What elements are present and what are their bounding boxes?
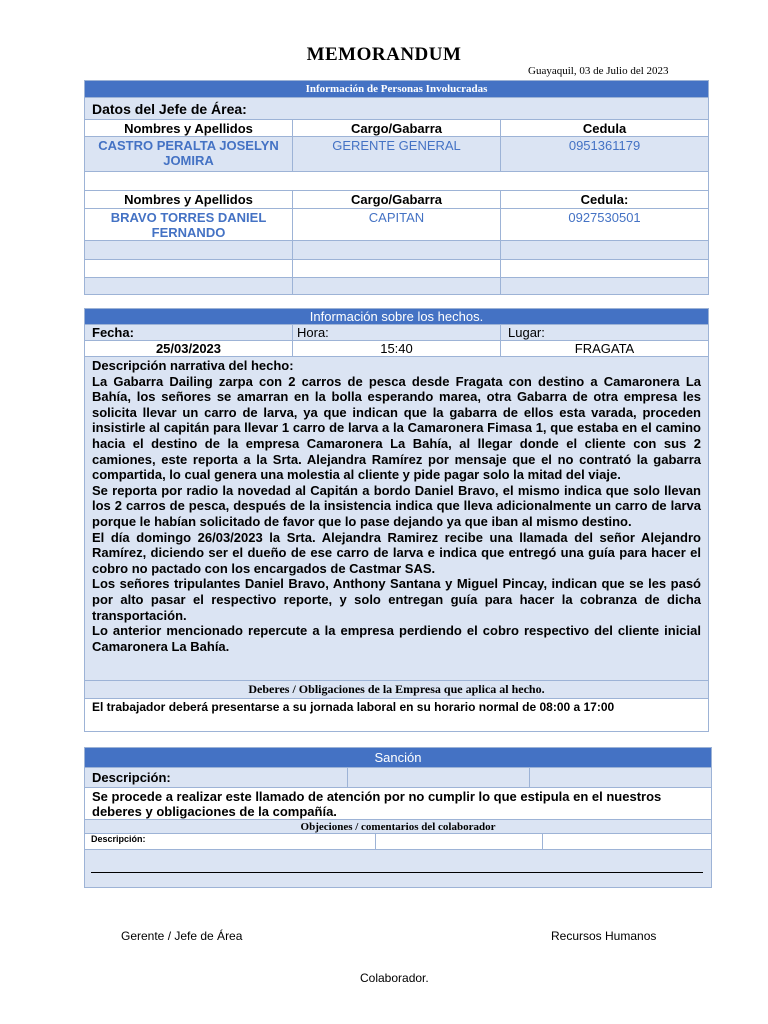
empty-cell (348, 768, 530, 788)
column-header-id: Cedula (501, 120, 709, 137)
hora-label: Hora: (293, 325, 501, 341)
empty-cell (501, 278, 709, 295)
boss-name: CASTRO PERALTA JOSELYN JOMIRA (85, 137, 293, 172)
page-title: MEMORANDUM (306, 44, 462, 65)
column-header-role: Cargo/Gabarra (293, 120, 501, 137)
narrative-paragraph: El día domingo 26/03/2023 la Srta. Alejandra Ramirez recibe una llamada del señor Alejandro Ramírez, diciendo ser el dueño de ese carro de larva e indica que entregó una guía para hacer el cobro no pactado con los encargados de Castmar SAS. (92, 529, 701, 576)
empty-cell (376, 834, 543, 850)
signature-hr: Recursos Humanos (551, 929, 657, 943)
narrative-label: Descripción narrativa del hecho: (92, 358, 294, 373)
sanction-section-title: Sanción (85, 748, 712, 768)
narrative-cell (85, 357, 709, 681)
sanction-table (84, 747, 712, 821)
objections-table (84, 819, 712, 888)
document-date: Guayaquil, 03 de Julio del 2023 (528, 65, 669, 77)
narrative-paragraph: Lo anterior mencionado repercute a la empresa perdiendo el cobro respectivo del cliente inicial Camaronera La Bahía. (92, 623, 701, 654)
narrative-paragraph: La Gabarra Dailing zarpa con 2 carros de pesca desde Fragata con destino a Camaronera La Bahía, los señores se amarran en la bolla esperando marea, otra Gabarra de otra empresa les solicita llevar un carro de larva, ya que indican que la gabarra de ellos esta varada, proceden insistirle al capitán para llevar 1 carro de larva a la Camaronera Fimasa 1, que estaba en el camino hacia el destino de la empresa Camaronera La Bahía, al llegar donde el cliente con sus 2 camiones, este reporta a la Srta. Alejandra Ramírez por mensaje que el no contrató la gabarra compartida, lo cual genera una molestia al cliente y pide pagar solo la mitad del viaje. (92, 373, 701, 483)
objections-desc-label: Descripción: (85, 834, 376, 850)
boss-id: 0951361179 (501, 137, 709, 172)
duties-title: Deberes / Obligaciones de la Empresa que aplica al hecho. (85, 681, 709, 699)
signature-line (91, 872, 703, 873)
column-header-name: Nombres y Apellidos (85, 120, 293, 137)
duties-text: El trabajador deberá presentarse a su jornada laboral en su horario normal de 08:00 a 17:00 (85, 699, 709, 732)
people-table (84, 80, 709, 295)
empty-cell (85, 278, 293, 295)
people-section-title: Información de Personas Involucradas (85, 81, 709, 98)
worker-name: BRAVO TORRES DANIEL FERNANDO (85, 209, 293, 241)
empty-cell (543, 834, 712, 850)
empty-cell (293, 241, 501, 260)
empty-cell (501, 241, 709, 260)
facts-table (84, 308, 709, 732)
column-header-id-2: Cedula: (501, 191, 709, 209)
sanction-desc-text: Se procede a realizar este llamado de atención por no cumplir lo que estipula en el nuestros deberes y obligaciones de la compañía. (85, 788, 712, 821)
empty-cell (530, 768, 712, 788)
empty-cell (293, 278, 501, 295)
signature-collaborator: Colaborador. (360, 971, 429, 985)
worker-id: 0927530501 (501, 209, 709, 241)
boss-label: Datos del Jefe de Área: (85, 98, 709, 120)
narrative-paragraph: Los señores tripulantes Daniel Bravo, Anthony Santana y Miguel Pincay, indican que se les pasó por alto pasar el respectivo reporte, y solo entregan guía para hacer la cobranza de dicha transportación. (92, 576, 701, 623)
lugar-label: Lugar: (501, 325, 709, 341)
hora-value: 15:40 (293, 341, 501, 357)
narrative-paragraph: Se reporta por radio la novedad al Capitán a bordo Daniel Bravo, el mismo indica que solo llevan los 2 carros de pesca, después de la insistencia indica que lleva adicionalmente un carro de larva porque le habían solicitado de favor que lo pase dejando ya que iban al mismo destino. (92, 482, 701, 529)
empty-cell (293, 260, 501, 278)
empty-cell (501, 260, 709, 278)
empty-cell (85, 241, 293, 260)
spacer-row (85, 172, 709, 191)
fecha-value: 25/03/2023 (85, 341, 293, 357)
worker-role: CAPITAN (293, 209, 501, 241)
empty-cell (85, 260, 293, 278)
objections-title: Objeciones / comentarios del colaborador (85, 820, 712, 834)
signature-manager: Gerente / Jefe de Área (121, 929, 243, 943)
facts-section-title: Información sobre los hechos. (85, 309, 709, 325)
objections-comment-area[interactable] (85, 850, 712, 888)
boss-role: GERENTE GENERAL (293, 137, 501, 172)
column-header-role-2: Cargo/Gabarra (293, 191, 501, 209)
lugar-value: FRAGATA (501, 341, 709, 357)
sanction-desc-label: Descripción: (85, 768, 348, 788)
column-header-name-2: Nombres y Apellidos (85, 191, 293, 209)
fecha-label: Fecha: (85, 325, 293, 341)
